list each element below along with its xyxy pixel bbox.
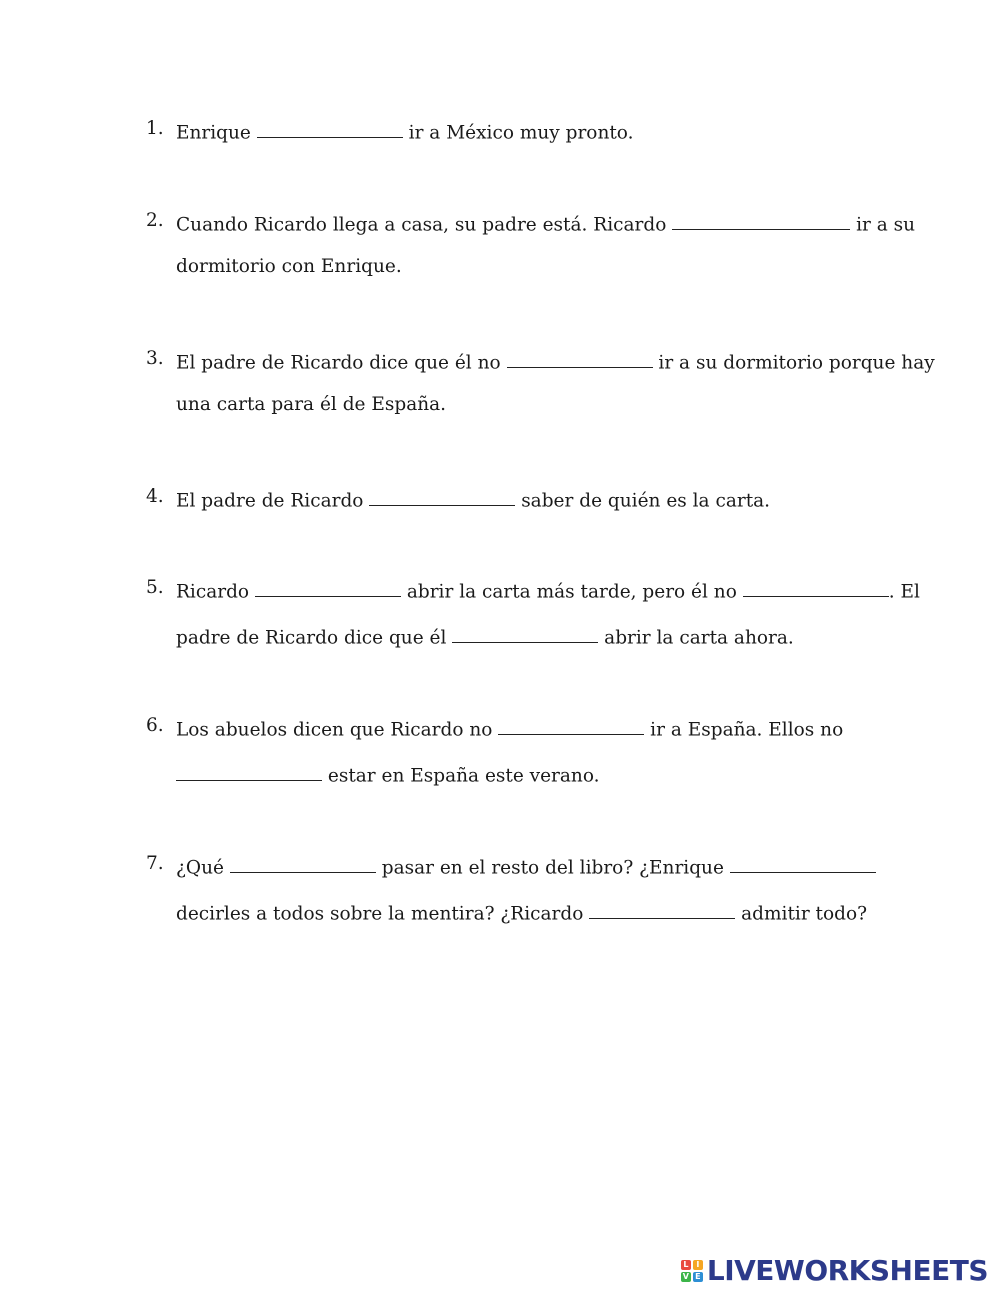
question-text: ¿Qué: [176, 857, 230, 879]
answer-blank[interactable]: [672, 210, 850, 230]
answer-blank[interactable]: [589, 899, 735, 919]
question-line: [176, 256, 402, 277]
answer-blank[interactable]: [230, 853, 376, 873]
question-line: [176, 715, 843, 740]
question-number: 7.: [146, 853, 164, 874]
question-line: [176, 348, 935, 373]
question-line: [176, 853, 876, 878]
question-text: abrir la carta ahora.: [598, 627, 794, 649]
question-text: ir a su dormitorio porque hay: [652, 352, 935, 374]
question-line: [176, 394, 446, 415]
logo-tile: E: [693, 1272, 703, 1282]
question-line: [176, 623, 794, 648]
question-line: [176, 210, 915, 235]
question-text: Ricardo: [176, 581, 255, 603]
question-number: 6.: [146, 715, 164, 736]
question-text: saber de quién es la carta.: [515, 490, 771, 512]
question-text: pasar en el resto del libro? ¿Enrique: [375, 857, 730, 879]
answer-blank[interactable]: [743, 577, 889, 597]
question-text: Enrique: [176, 122, 257, 144]
answer-blank[interactable]: [255, 577, 401, 597]
question-line: [176, 761, 600, 786]
question-line: [176, 118, 634, 143]
question-text: Cuando Ricardo llega a casa, su padre está. Ricardo: [176, 214, 673, 236]
question-text: padre de Ricardo dice que él: [176, 627, 453, 649]
question-text: dormitorio con Enrique.: [176, 256, 402, 277]
question-text: Los abuelos dicen que Ricardo no: [176, 719, 499, 741]
question-line: [176, 899, 867, 924]
question-text: decirles a todos sobre la mentira? ¿Ricardo: [176, 903, 590, 925]
question-text: El padre de Ricardo dice que él no: [176, 352, 507, 374]
question-number: 5.: [146, 577, 164, 598]
answer-blank[interactable]: [730, 853, 876, 873]
question-text: estar en España este verano.: [322, 765, 600, 787]
answer-blank[interactable]: [452, 623, 598, 643]
question-number: 2.: [146, 210, 164, 231]
question-text: ir a España. Ellos no: [644, 719, 844, 741]
answer-blank[interactable]: [507, 348, 653, 368]
answer-blank[interactable]: [176, 761, 322, 781]
question-line: [176, 577, 920, 602]
answer-blank[interactable]: [257, 118, 403, 138]
liveworksheets-logo: [681, 1254, 988, 1287]
question-text: admitir todo?: [735, 903, 868, 925]
question-text: ir a México muy pronto.: [402, 122, 634, 144]
brand-name: LIVEWORKSHEETS: [706, 1254, 988, 1287]
question-text: abrir la carta más tarde, pero él no: [400, 581, 743, 603]
question-text: El padre de Ricardo: [176, 490, 370, 512]
logo-icon: [681, 1260, 703, 1282]
logo-tile: I: [693, 1260, 703, 1270]
logo-tile: V: [682, 1272, 689, 1281]
answer-blank[interactable]: [498, 715, 644, 735]
question-text: . El: [888, 581, 920, 603]
question-text: ir a su: [850, 214, 916, 236]
question-line: [176, 486, 770, 511]
question-number: 1.: [146, 118, 164, 139]
question-number: 3.: [146, 348, 164, 369]
question-number: 4.: [146, 486, 164, 507]
question-text: una carta para él de España.: [176, 394, 447, 415]
logo-tile: L: [681, 1260, 691, 1270]
answer-blank[interactable]: [369, 486, 515, 506]
